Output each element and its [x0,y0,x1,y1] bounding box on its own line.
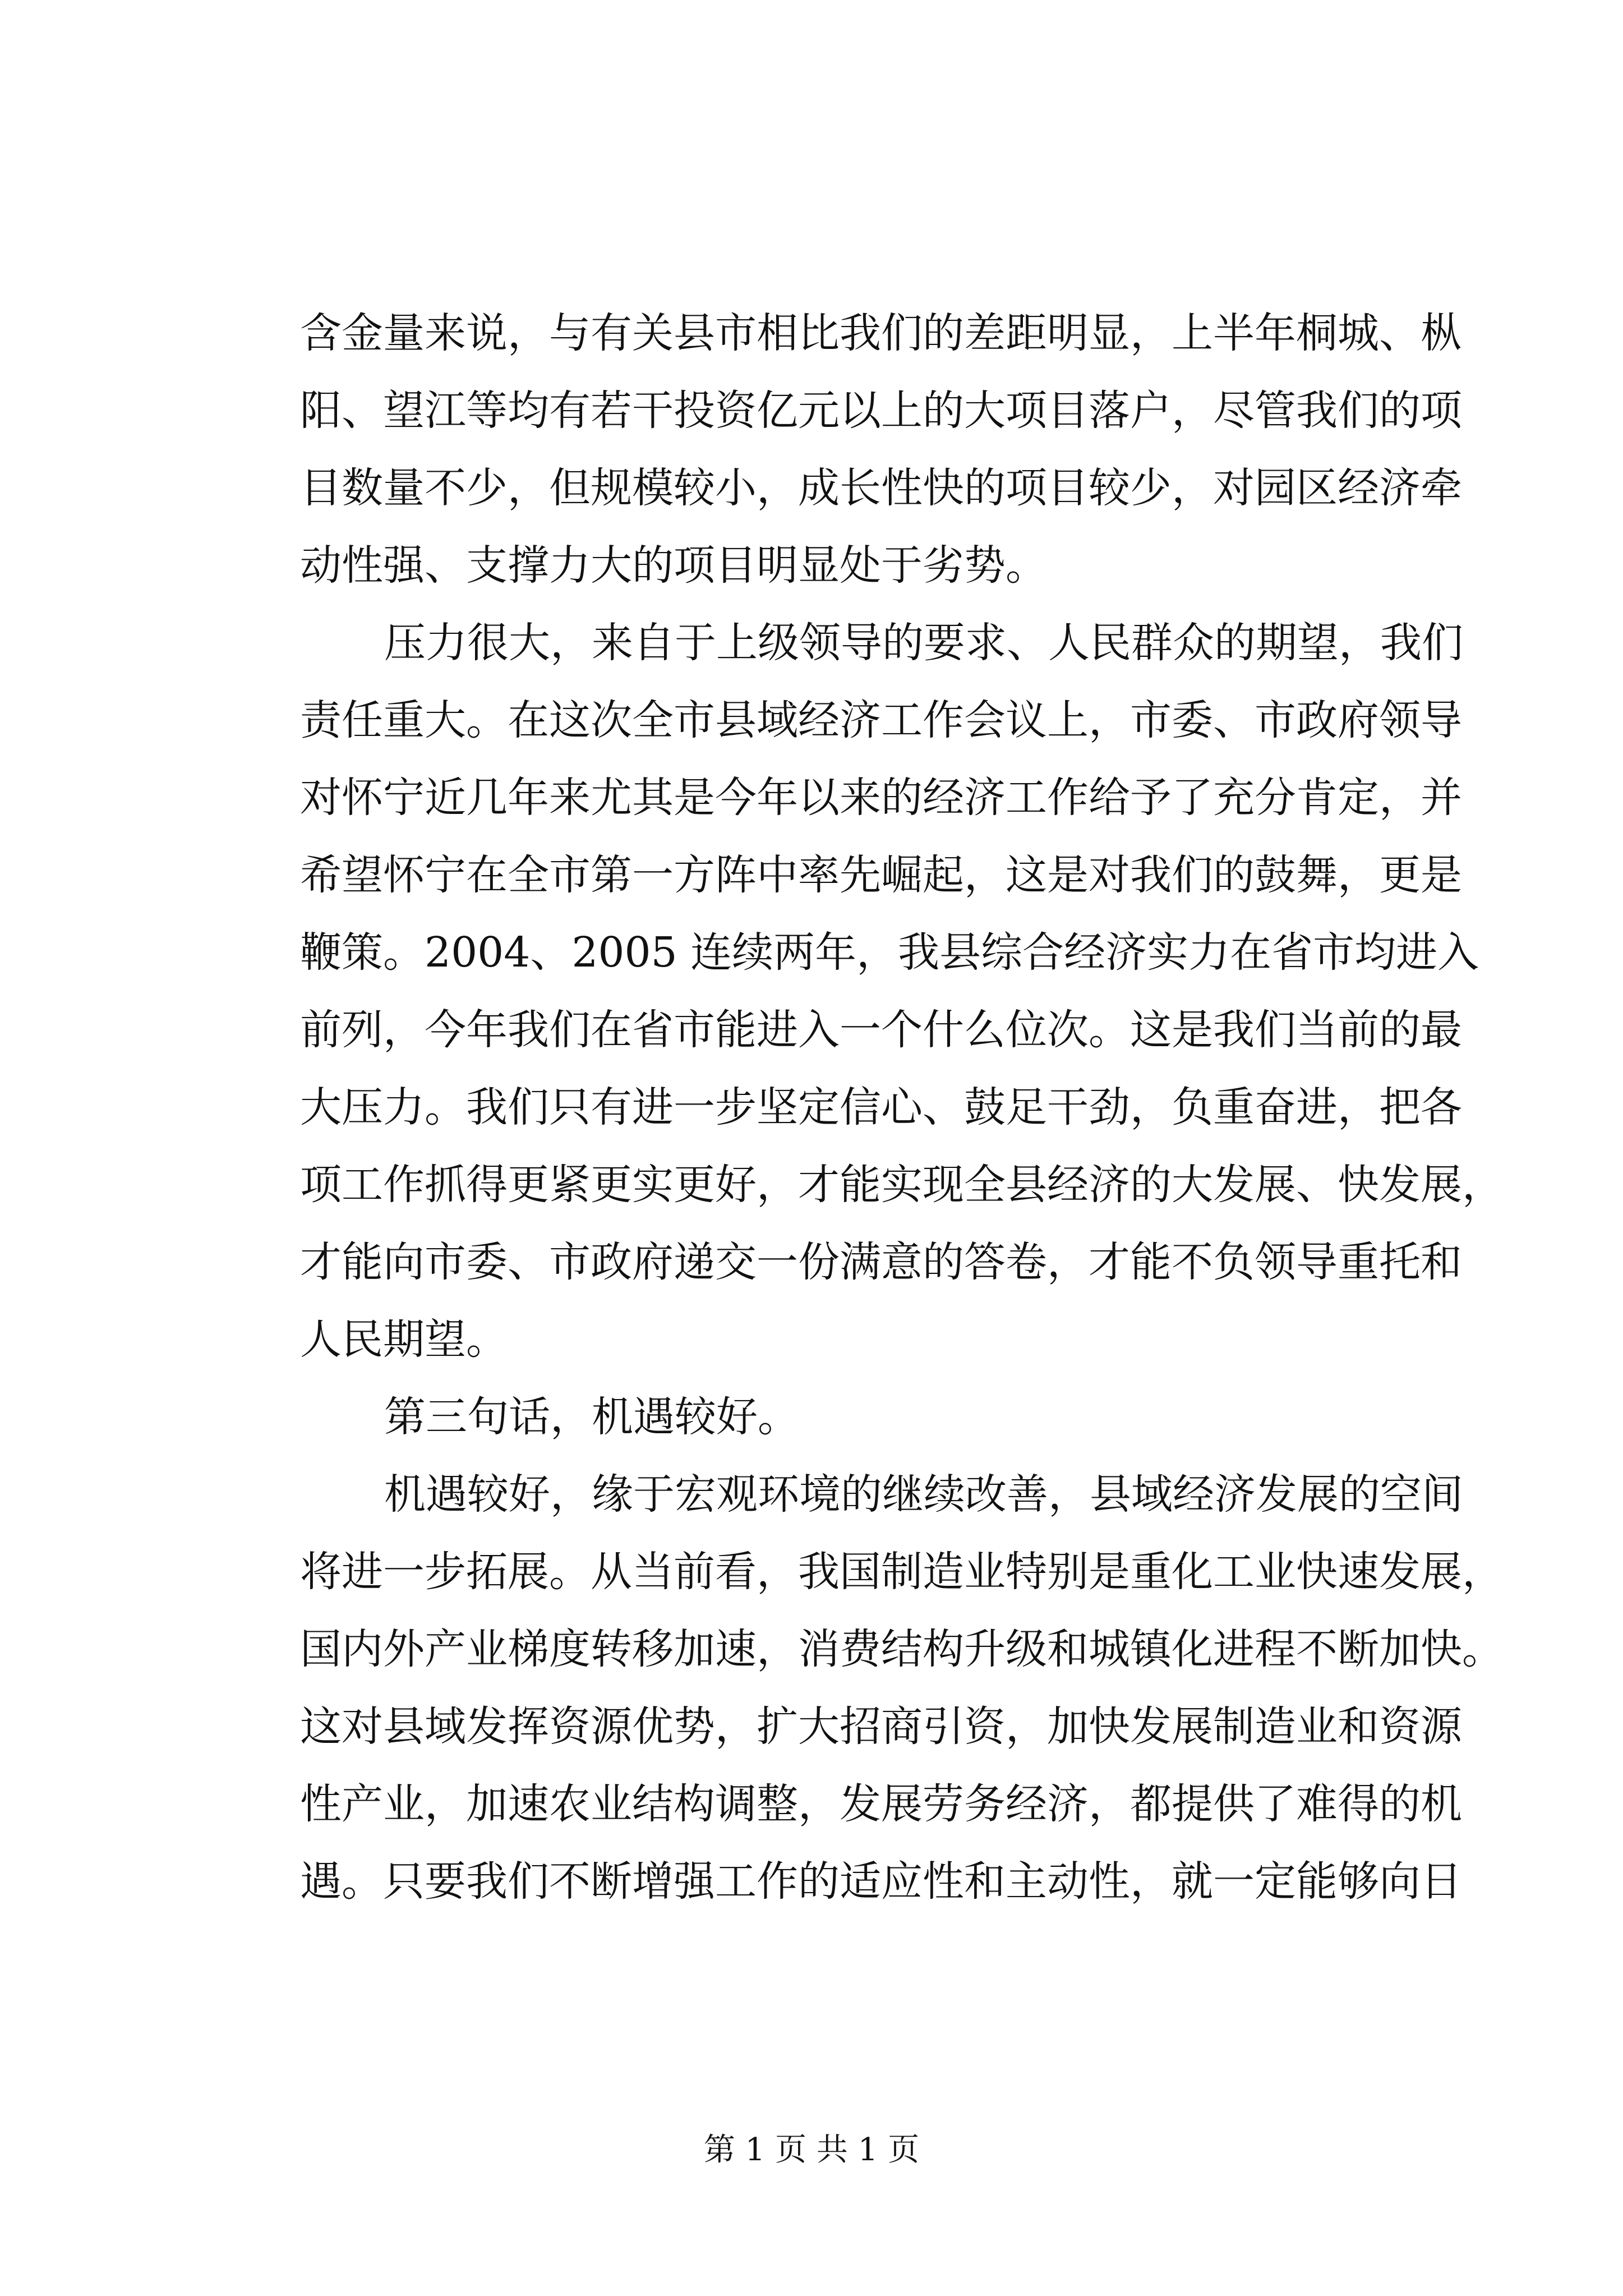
page-footer [0,2131,1623,2170]
text-line: 国内外产业梯度转移加速，消费结构升级和城镇化进程不断加快。 [300,1625,1504,1673]
text-line: 将进一步拓展。从当前看，我国制造业特别是重化工业快速发展， [300,1548,1504,1596]
text-line: 大压力。我们只有进一步坚定信心、鼓足干劲，负重奋进，把各 [300,1083,1462,1131]
text-line: 前列，今年我们在省市能进入一个什么位次。这是我们当前的最 [300,1006,1462,1054]
text-line: 希望怀宁在全市第一方阵中率先崛起，这是对我们的鼓舞，更是 [300,851,1462,899]
section-heading-line: 第三句话，机遇较好。 [384,1393,799,1441]
page-number-label: 第 1 页 共 1 页 [703,2132,920,2168]
text-line: 目数量不少，但规模较小，成长性快的项目较少，对园区经济牵 [300,464,1462,512]
text-line: 阳、望江等均有若干投资亿元以上的大项目落户，尽管我们的项 [300,386,1462,435]
text-line: 项工作抓得更紧更实更好，才能实现全县经济的大发展、快发展， [300,1161,1504,1209]
text-line: 这对县域发挥资源优势，扩大招商引资，加快发展制造业和资源 [300,1703,1462,1751]
text-line: 性产业，加速农业结构调整，发展劳务经济，都提供了难得的机 [300,1780,1462,1828]
text-line: 人民期望。 [300,1315,508,1364]
text-line: 含金量来说，与有关县市相比我们的差距明显，上半年桐城、枞 [300,309,1462,357]
text-line: 责任重大。在这次全市县域经济工作会议上，市委、市政府领导 [300,696,1462,744]
text-line: 对怀宁近几年来尤其是今年以来的经济工作给予了充分肯定，并 [300,774,1462,822]
paragraph-start-line: 机遇较好，缘于宏观环境的继续改善，县域经济发展的空间 [384,1470,1463,1519]
text-line: 鞭策。2004、2005 连续两年，我县综合经济实力在省市均进入 [300,928,1479,977]
text-line: 遇。只要我们不断增强工作的适应性和主动性，就一定能够向日 [300,1857,1462,1906]
text-line: 动性强、支撑力大的项目明显处于劣势。 [300,541,1047,590]
text-line: 才能向市委、市政府递交一份满意的答卷，才能不负领导重托和 [300,1238,1462,1286]
document-body [300,295,1504,1920]
paragraph-start-line: 压力很大，来自于上级领导的要求、人民群众的期望，我们 [384,619,1463,667]
